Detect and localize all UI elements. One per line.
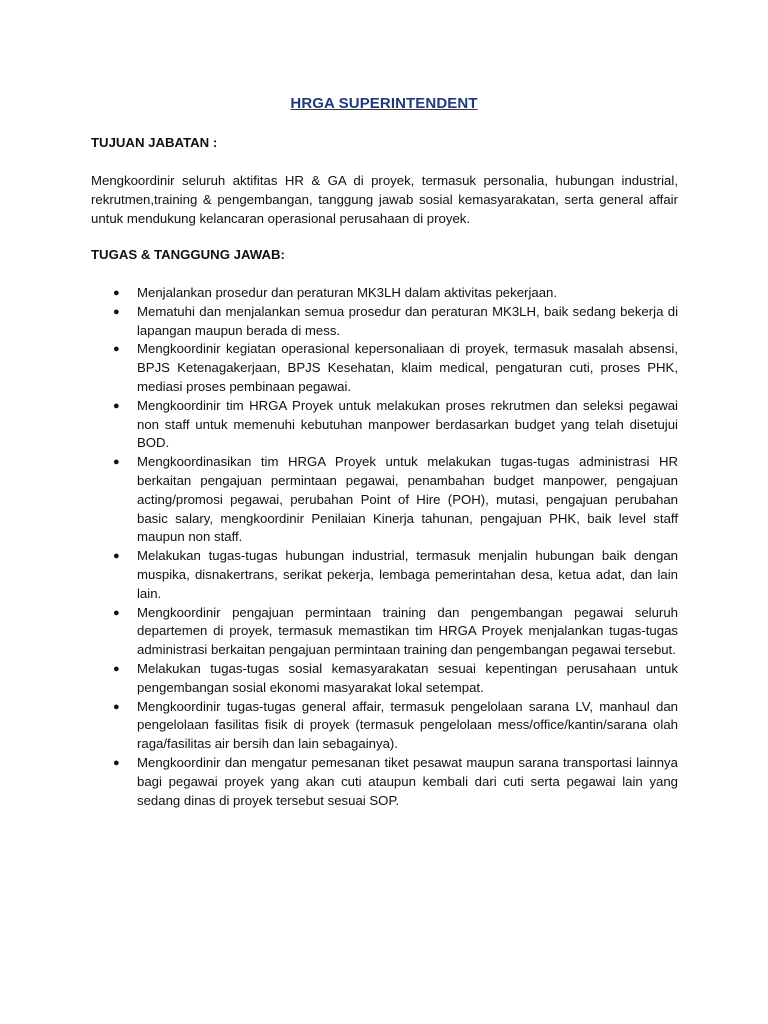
duty-list-item	[91, 453, 678, 547]
duty-text: Mengkoordinir tugas-tugas general affair, termasuk pengelolaan sarana LV, manhaul dan pengelolaan fasilitas fisik di proyek (termasuk pengelolaan mess/office/kantin/sarana olah raga/fasilitas air bersih dan lain sebagainya).	[137, 698, 678, 752]
duty-text: Mengkoordinasikan tim HRGA Proyek untuk melakukan tugas-tugas administrasi HR berkaitan pengajuan permintaan pegawai, penambahan budget manpower, pengajuan acting/promosi pegawai, perubahan Point of Hire (POH), mutasi, pengajuan perubahan basic salary, mengkoordinir Penilaian Kinerja tahunan, pengajuan PHK, baik level staff maupun non staff.	[137, 454, 678, 545]
bullet-icon: ●	[113, 305, 120, 318]
duty-list-item	[91, 698, 678, 754]
bullet-icon: ●	[113, 343, 120, 356]
bullet-icon: ●	[113, 662, 120, 675]
bullet-icon: ●	[113, 700, 120, 713]
bullet-icon: ●	[113, 550, 120, 563]
duty-text: Mengkoordinir pengajuan permintaan training dan pengembangan pegawai seluruh departemen di proyek, termasuk memastikan tim HRGA Proyek menjalankan tugas-tugas administrasi berkaitan pengajuan permintaan training dan pengembangan pegawai tersebut.	[137, 604, 678, 658]
duty-list-item	[91, 604, 678, 660]
duty-text: Mengkoordinir dan mengatur pemesanan tiket pesawat maupun sarana transportasi lainnya bagi pegawai proyek yang akan cuti ataupun kembali dari cuti serta pegawai lain yang sedang dinas di proyek tersebut sesuai SOP.	[137, 754, 678, 808]
duty-list-item	[91, 284, 678, 303]
duties-heading: TUGAS & TANGGUNG JAWAB:	[91, 247, 285, 262]
duty-text: Melakukan tugas-tugas sosial kemasyarakatan sesuai kepentingan perusahaan untuk pengembangan sosial ekonomi masyarakat lokal setempat.	[137, 660, 678, 695]
bullet-icon: ●	[113, 606, 120, 619]
document-title: HRGA SUPERINTENDENT	[290, 95, 478, 112]
bullet-icon: ●	[113, 287, 120, 299]
purpose-paragraph: Mengkoordinir seluruh aktifitas HR & GA di proyek, termasuk personalia, hubungan industrial, rekrutmen,training & pengembangan, tanggung jawab sosial kemasyarakatan, serta general affair untuk mendukung kelancaran operasional perusahaan di proyek.	[91, 173, 678, 226]
duty-list-item	[91, 397, 678, 453]
purpose-heading: TUJUAN JABATAN :	[91, 135, 218, 150]
duty-list-item	[91, 547, 678, 603]
bullet-icon: ●	[113, 456, 120, 469]
bullet-icon: ●	[113, 756, 120, 769]
duty-text: Mematuhi dan menjalankan semua prosedur dan peraturan MK3LH, baik sedang bekerja di lapangan maupun berada di mess.	[137, 303, 678, 338]
duties-list	[91, 284, 678, 810]
bullet-icon: ●	[113, 399, 120, 412]
duty-list-item	[91, 754, 678, 810]
duty-text: Melakukan tugas-tugas hubungan industrial, termasuk menjalin hubungan baik dengan muspika, disnakertrans, serikat pekerja, lembaga pemerintahan desa, ketua adat, dan lain lain.	[137, 548, 678, 601]
duty-text: Mengkoordinir tim HRGA Proyek untuk melakukan proses rekrutmen dan seleksi pegawai non staff untuk memenuhi kebutuhan manpower berdasarkan budget yang telah disetujui BOD.	[137, 397, 678, 451]
duty-list-item	[91, 303, 678, 341]
duty-list-item	[91, 660, 678, 698]
duty-list-item	[91, 340, 678, 396]
duty-text: Menjalankan prosedur dan peraturan MK3LH dalam aktivitas pekerjaan.	[137, 285, 558, 300]
duty-text: Mengkoordinir kegiatan operasional kepersonaliaan di proyek, termasuk masalah absensi, BPJS Ketenagakerjaan, BPJS Kesehatan, klaim medical, pengaturan cuti, proses PHK, mediasi proses pembinaan pegawai.	[137, 341, 678, 394]
